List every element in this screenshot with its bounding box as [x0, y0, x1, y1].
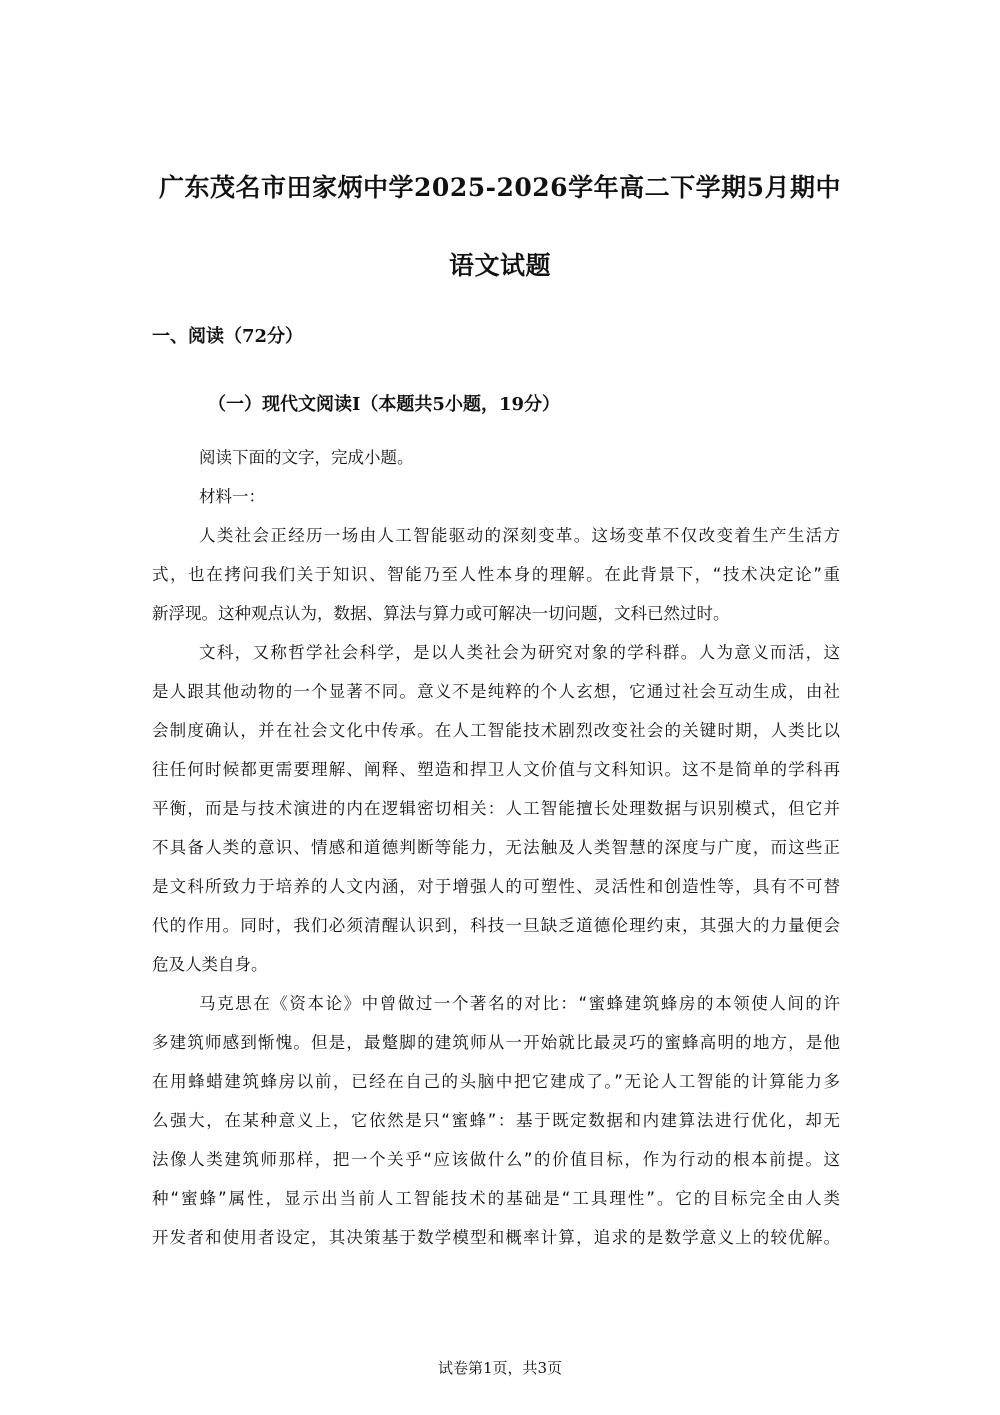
paragraph-line: 平衡，而是与技术演进的内在逻辑密切相关：人工智能擅长处理数据与识别模式，但它并: [152, 799, 840, 818]
paragraph-line: 么强大，在某种意义上，它依然是只“蜜蜂”：基于既定数据和内建算法进行优化，却无: [152, 1111, 840, 1130]
paragraph-line: 开发者和使用者设定，其决策基于数学模型和概率计算，追求的是数学意义上的较优解。: [152, 1228, 840, 1247]
paragraph-line: 种“蜜蜂”属性，显示出当前人工智能技术的基础是“工具理性”。它的目标完全由人类: [152, 1189, 840, 1208]
instruction-line: 阅读下面的文字，完成小题。: [199, 448, 414, 467]
paragraph-line: 会制度确认，并在社会文化中传承。在人工智能技术剧烈改变社会的关键时期，人类比以: [152, 721, 840, 740]
paragraph-line: 是文科所致力于培养的人文内涵，对于增强人的可塑性、灵活性和创造性等，具有不可替: [152, 877, 840, 896]
material-label: 材料一：: [199, 487, 265, 506]
paragraph-line: 式，也在拷问我们关于知识、智能乃至人性本身的理解。在此背景下，“技术决定论”重: [152, 565, 840, 584]
paragraph-line: 多建筑师感到惭愧。但是，最蹩脚的建筑师从一开始就比最灵巧的蜜蜂高明的地方，是他: [152, 1033, 840, 1052]
section-heading: 一、阅读（72分）: [152, 326, 304, 347]
paragraph-line: 马克思在《资本论》中曾做过一个著名的对比：“蜜蜂建筑蜂房的本领使人间的许: [199, 994, 840, 1013]
paragraph-line: 新浮现。这种观点认为，数据、算法与算力或可解决一切问题，文科已然过时。: [152, 604, 730, 623]
paragraph-line: 人类社会正经历一场由人工智能驱动的深刻变革。这场变革不仅改变着生产生活方: [199, 526, 840, 545]
exam-title-line-2: 语文试题: [448, 251, 551, 280]
exam-title-line-1: 广东茂名市田家炳中学2025-2026学年高二下学期5月期中: [159, 173, 841, 202]
paragraph-line: 不具备人类的意识、情感和道德判断等能力，无法触及人类智慧的深度与广度，而这些正: [152, 838, 840, 857]
paragraph-line: 在用蜂蜡建筑蜂房以前，已经在自己的头脑中把它建成了。”无论人工智能的计算能力多: [152, 1072, 840, 1091]
subsection-heading: （一）现代文阅读I（本题共5小题，19分）: [208, 394, 560, 415]
paragraph-line: 法像人类建筑师那样，把一个关乎“应该做什么”的价值目标，作为行动的根本前提。这: [152, 1150, 840, 1169]
paragraph-line: 往任何时候都更需要理解、阐释、塑造和捍卫人文价值与文科知识。这不是简单的学科再: [152, 760, 840, 779]
paragraph-line: 是人跟其他动物的一个显著不同。意义不是纯粹的个人玄想，它通过社会互动生成，由社: [152, 682, 840, 701]
paragraph-line: 代的作用。同时，我们必须清醒认识到，科技一旦缺乏道德伦理约束，其强大的力量便会: [152, 916, 840, 935]
page-footer: 试卷第1页，共3页: [437, 1359, 563, 1377]
paragraph-line: 文科，又称哲学社会科学，是以人类社会为研究对象的学科群。人为意义而活，这: [199, 643, 840, 662]
paragraph-line: 危及人类自身。: [152, 955, 268, 974]
